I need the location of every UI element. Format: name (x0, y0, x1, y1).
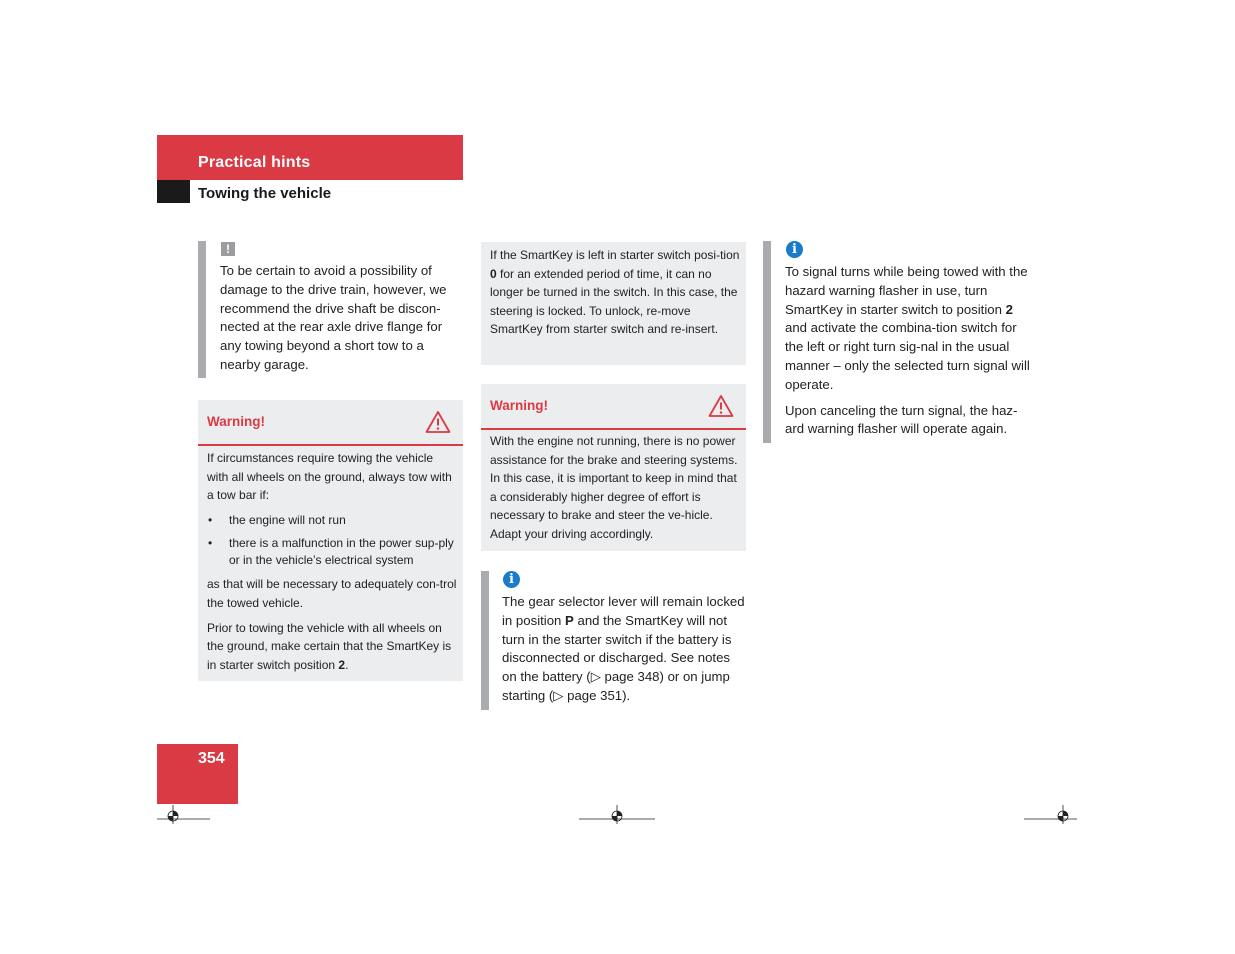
info-note-cancel: Upon canceling the turn signal, the haz-ard warning flasher will operate again. (785, 402, 1018, 437)
registration-mark-icon (579, 802, 655, 824)
warning-header-1 (198, 400, 463, 446)
warning-bullet-list (207, 511, 457, 570)
warning-triangle-icon (425, 410, 451, 434)
warning-after: as that will be necessary to adequately con-trol the towed vehicle. (207, 577, 457, 610)
caution-note (220, 262, 463, 375)
warning-label: Warning! (490, 398, 548, 413)
warning-text: With the engine not running, there is no power assistance for the brake and steering systems. In this case, it is important to keep in mind that a considerably higher degree of effort is necessary to brake and steer the ve-hicle. Adapt your driving accordingly. (490, 434, 738, 541)
warning-label: Warning! (207, 414, 265, 429)
info-note-gear: The gear selector lever will remain locked in position P and the SmartKey will not turn in the starter switch if the battery is disconnected or discharged. See notes on the battery (▷ page 348) or on jump starting (▷ page 351). (502, 594, 745, 703)
warning-triangle-icon (708, 394, 734, 418)
warning-body-1 (207, 449, 457, 674)
note-bar (763, 241, 771, 443)
header-marker (157, 180, 190, 203)
warning-intro: If circumstances require towing the vehicle with all wheels on the ground, always tow with a tow bar if: (207, 451, 452, 503)
warning-header-2 (481, 384, 746, 430)
note-bar (198, 241, 206, 378)
list-item: • the engine will not run (207, 511, 457, 530)
caution-note-text: To be certain to avoid a possibility of damage to the drive train, however, we recommend the drive shaft be discon-nected at the rear axle drive flange for any towing beyond a short tow to a nearby garage. (220, 263, 447, 372)
registration-mark-icon (157, 802, 211, 824)
smartkey-note: If the SmartKey is left in starter switch posi-tion 0 for an extended period of time, it can no longer be turned in the switch. In this case, the steering is locked. To unlock, re-move SmartKey from starter switch and re-insert. (490, 248, 740, 337)
list-item: • there is a malfunction in the power sup-ply or in the vehicle’s electrical system (207, 535, 457, 569)
info-note-turn-signal: To signal turns while being towed with the hazard warning flasher in use, turn SmartKey in starter switch to position 2 and activate the combina-tion switch for the left or right turn sig-nal in the usual manner – only the selected turn signal will operate. Upon canceling the turn signal, the haz-ard warning flasher will operate again. (785, 263, 1031, 439)
info-icon: i (786, 241, 803, 258)
warning-body-2 (490, 432, 740, 544)
section-title: Practical hints (198, 154, 311, 171)
subsection-title: Towing the vehicle (198, 185, 332, 202)
info-icon: i (503, 571, 520, 588)
note-bar (481, 571, 489, 710)
page-number: 354 (198, 750, 225, 767)
exclamation-icon: ! (221, 242, 235, 256)
registration-mark-icon (1024, 802, 1078, 824)
warning-prior: Prior to towing the vehicle with all wheels on the ground, make certain that the SmartKey is in starter switch position 2. (207, 620, 452, 672)
